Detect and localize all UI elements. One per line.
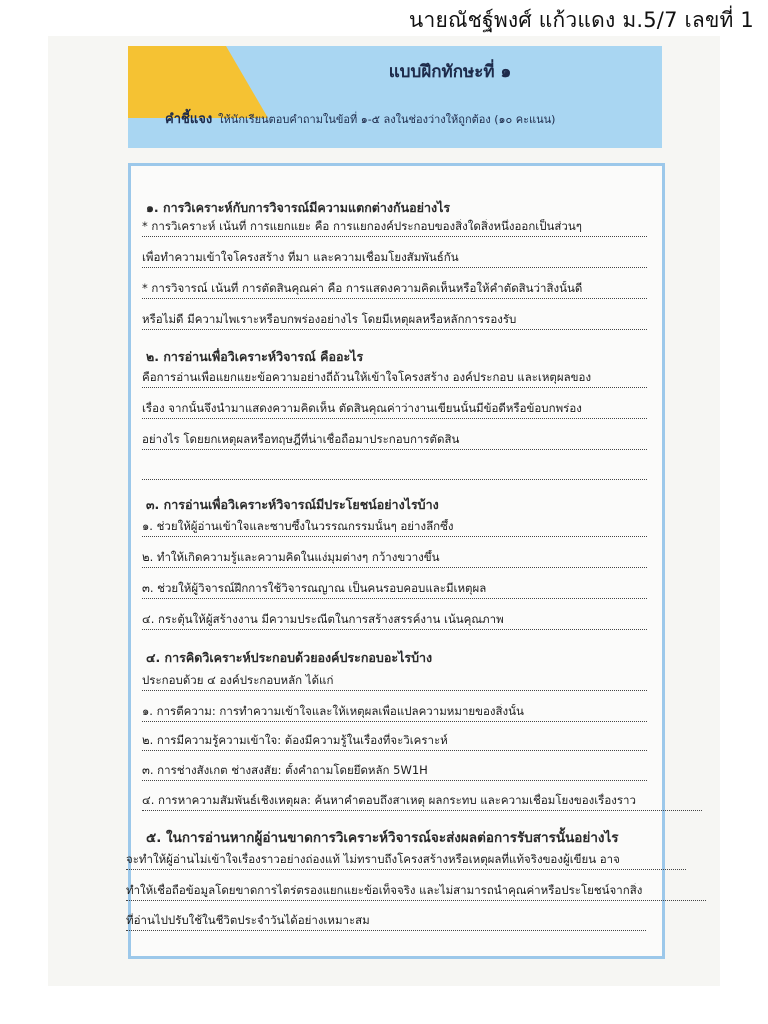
answer-line: หรือไม่ดี มีความไพเราะหรือบกพร่องอย่างไร โดยมีเหตุผลหรือหลักการรองรับ: [142, 312, 647, 330]
answer-line: ๑. ช่วยให้ผู้อ่านเข้าใจและซาบซึ้งในวรรณกรรมนั้นๆ อย่างลึกซึ้ง: [142, 519, 647, 537]
answer-line: ๑. การตีความ: การทำความเข้าใจและให้เหตุผลเพื่อแปลความหมายของสิ่งนั้น: [142, 704, 647, 722]
student-name: นายณัชฐ์พงศ์ แก้วแดง ม.5/7 เลขที่ 1: [408, 8, 754, 32]
answer-line: เรื่อง จากนั้นจึงนำมาแสดงความคิดเห็น ตัดสินคุณค่าว่างานเขียนนั้นมีข้อดีหรือข้อบกพร่อง: [142, 401, 647, 419]
answer-line: ๒. ทำให้เกิดความรู้และความคิดในแง่มุมต่างๆ กว้างขวางขึ้น: [142, 550, 647, 568]
question-2: ๒. การอ่านเพื่อวิเคราะห์วิจารณ์ คืออะไร: [146, 349, 364, 364]
answer-line: คือการอ่านเพื่อแยกแยะข้อความอย่างถี่ถ้วนให้เข้าใจโครงสร้าง องค์ประกอบ และเหตุผลของ: [142, 370, 647, 388]
question-4: ๔. การคิดวิเคราะห์ประกอบด้วยองค์ประกอบอะไรบ้าง: [146, 650, 433, 665]
worksheet-title: แบบฝึกทักษะที่ ๑: [388, 62, 512, 82]
answer-line: ที่อ่านไปปรับใช้ในชีวิตประจำวันได้อย่างเหมาะสม: [126, 913, 646, 931]
answer-line: * การวิจารณ์ เน้นที่ การตัดสินคุณค่า คือ การแสดงความคิดเห็นหรือให้คำตัดสินว่าสิ่งนั้นดี: [142, 281, 647, 299]
instruction-label: คำชี้แจง: [165, 112, 213, 127]
answer-line: ๔. กระตุ้นให้ผู้สร้างงาน มีความประณีตในการสร้างสรรค์งาน เน้นคุณภาพ: [142, 612, 647, 630]
answer-line: ๒. การมีความรู้ความเข้าใจ: ต้องมีความรู้ในเรื่องที่จะวิเคราะห์: [142, 733, 647, 751]
question-5: ๕. ในการอ่านหากผู้อ่านขาดการวิเคราะห์วิจารณ์จะส่งผลต่อการรับสารนั้นอย่างไร: [146, 830, 619, 846]
answer-line-blank: [142, 462, 647, 480]
answer-line: * การวิเคราะห์ เน้นที่ การแยกแยะ คือ การแยกองค์ประกอบของสิ่งใดสิ่งหนึ่งออกเป็นส่วนๆ: [142, 219, 647, 237]
answer-line: ๓. การช่างสังเกต ช่างสงสัย: ตั้งคำถามโดยยึดหลัก 5W1H: [142, 763, 647, 781]
answer-line: ทำให้เชื่อถือข้อมูลโดยขาดการไตร่ตรองแยกแยะข้อเท็จจริง และไม่สามารถนำคุณค่าหรือประโยชน์จากสิ่ง: [126, 883, 706, 901]
answer-line: อย่างไร โดยยกเหตุผลหรือทฤษฎีที่น่าเชื่อถือมาประกอบการตัดสิน: [142, 432, 647, 450]
answer-line: เพื่อทำความเข้าใจโครงสร้าง ที่มา และความเชื่อมโยงสัมพันธ์กัน: [142, 250, 647, 268]
question-3: ๓. การอ่านเพื่อวิเคราะห์วิจารณ์มีประโยชน์อย่างไรบ้าง: [146, 497, 439, 512]
answer-line: ๓. ช่วยให้ผู้วิจารณ์ฝึกการใช้วิจารณญาณ เป็นคนรอบคอบและมีเหตุผล: [142, 581, 647, 599]
instruction-text: ให้นักเรียนตอบคำถามในข้อที่ ๑-๕ ลงในช่องว่างให้ถูกต้อง (๑๐ คะแนน): [218, 113, 556, 126]
answer-line: ประกอบด้วย ๔ องค์ประกอบหลัก ได้แก่: [142, 673, 647, 691]
instruction: [165, 108, 555, 129]
answer-line: จะทำให้ผู้อ่านไม่เข้าใจเรื่องราวอย่างถ่องแท้ ไม่ทราบถึงโครงสร้างหรือเหตุผลที่แท้จริงของผู้เขียน อาจ: [126, 852, 686, 870]
question-1: ๑. การวิเคราะห์กับการวิจารณ์มีความแตกต่างกันอย่างไร: [146, 200, 451, 215]
answer-line: ๔. การหาความสัมพันธ์เชิงเหตุผล: ค้นหาคำตอบถึงสาเหตุ ผลกระทบ และความเชื่อมโยงของเรื่องราว: [142, 793, 702, 811]
